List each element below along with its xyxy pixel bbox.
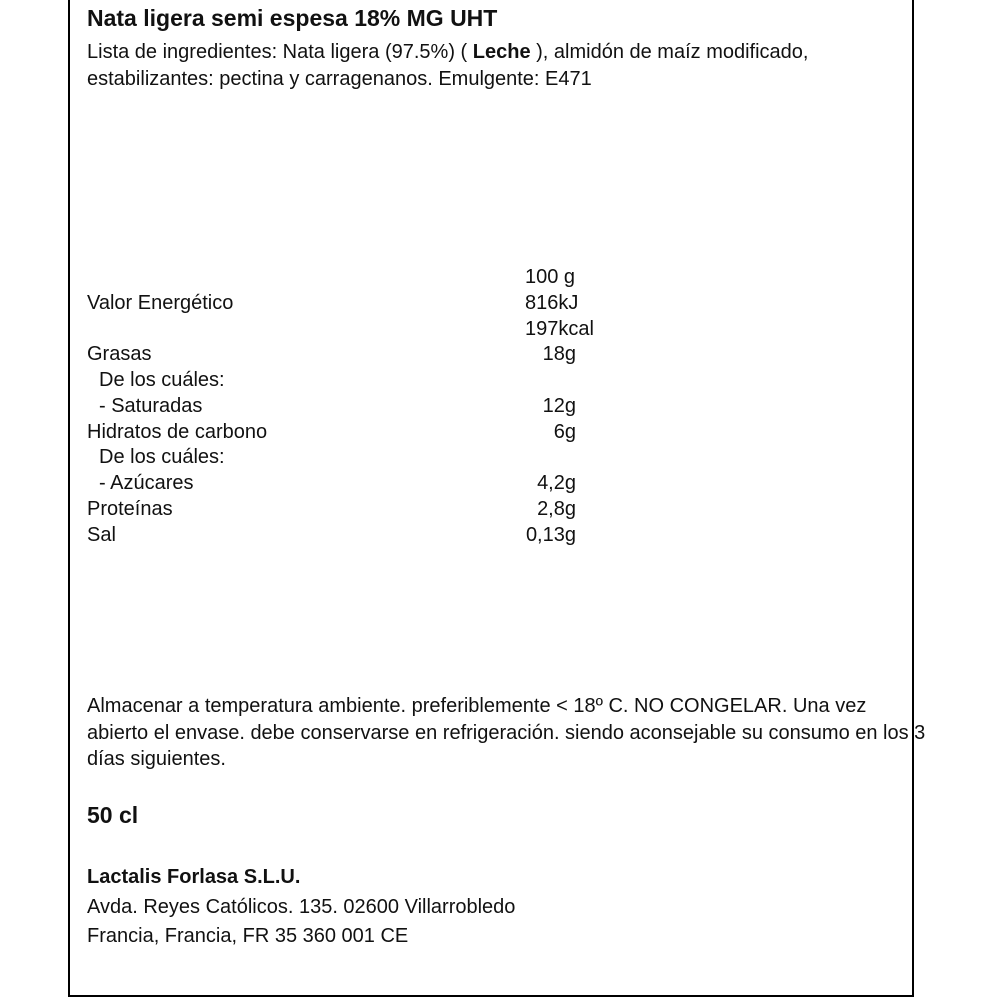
ingredients-suffix: ), almidón de maíz modificado, estabilizantes: pectina y carragenanos. Emulgente: E471 (87, 41, 809, 90)
ingredients-prefix: Lista de ingredientes: Nata ligera (97.5%) ( (87, 41, 473, 63)
nutrition-row-value: 4,2g (537, 472, 576, 494)
nutrition-row-label: - Saturadas (99, 395, 203, 417)
nutrition-row-label: De los cuáles: (99, 446, 225, 468)
nutrition-row-value: 6g (553, 421, 576, 443)
ingredients-list (87, 39, 887, 93)
storage-instructions: Almacenar a temperatura ambiente. preferiblemente < 18º C. NO CONGELAR. Una vez abierto el envase. debe conservarse en refrigeración. siendo aconsejable su consumo en los 3 días siguientes. (87, 695, 926, 770)
nutrition-row-label: Sal (87, 524, 116, 546)
nutrition-row-label: Hidratos de carbono (87, 421, 268, 443)
nutrition-row-value: 0,13g (525, 524, 576, 546)
company-country: Francia, Francia, FR 35 360 001 CE (87, 925, 409, 947)
nutrition-row-label: Grasas (87, 343, 152, 365)
nutrition-row-label: - Azúcares (99, 472, 194, 494)
nutrition-header: 100 g (525, 266, 576, 288)
energy-kj: 816kJ (525, 292, 579, 314)
company-name: Lactalis Forlasa S.L.U. (87, 866, 301, 888)
company-address: Avda. Reyes Católicos. 135. 02600 Villarrobledo (87, 896, 516, 918)
nutrition-row-value: 2,8g (537, 498, 576, 520)
nutrition-row-value: 18g (542, 343, 576, 365)
volume: 50 cl (87, 802, 139, 828)
product-title: Nata ligera semi espesa 18% MG UHT (87, 5, 498, 31)
energy-label: Valor Energético (87, 292, 234, 314)
nutrition-row-label: De los cuáles: (99, 369, 225, 391)
ingredients-allergen: Leche (472, 41, 531, 63)
nutrition-row-label: Proteínas (87, 498, 173, 520)
nutrition-row-value: 12g (542, 395, 576, 417)
energy-kcal: 197kcal (525, 318, 594, 340)
